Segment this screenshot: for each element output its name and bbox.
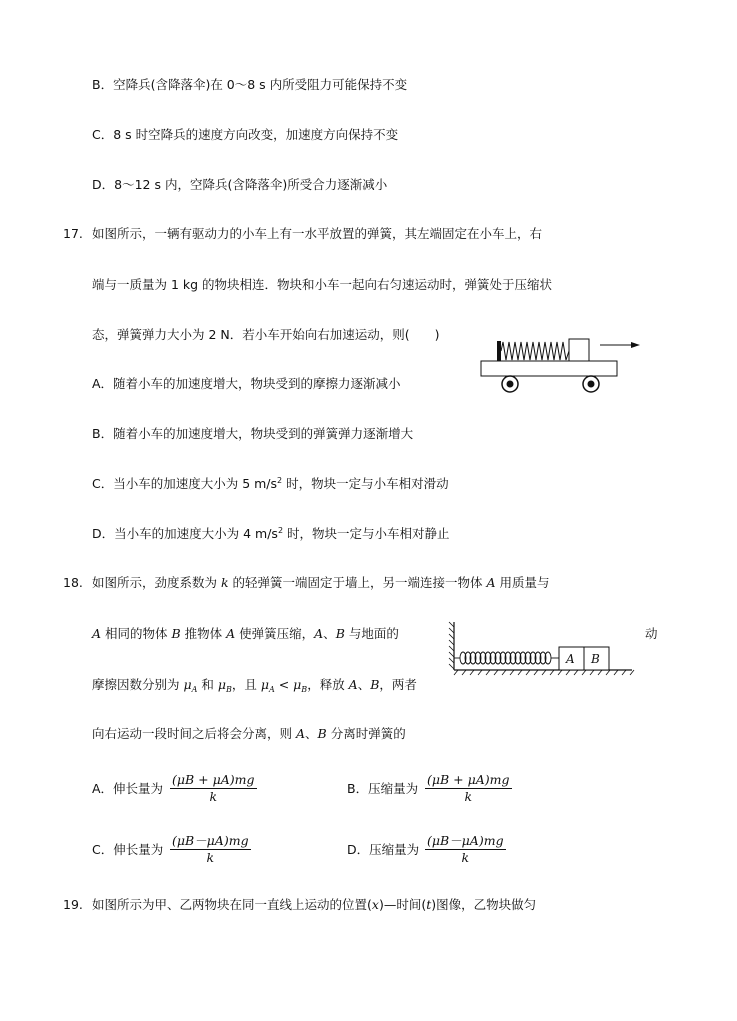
q19-number: 19. <box>63 897 83 912</box>
q17-stem-line1: 如图所示，一辆有驱动力的小车上有一水平放置的弹簧，其左端固定在小车上，右 <box>92 226 543 241</box>
q18-number: 18. <box>63 575 83 590</box>
q17-cart-figure <box>478 332 648 398</box>
q18-stem-line1: 如图所示，劲度系数为 k 的轻弹簧一端固定于墙上，另一端连接一物体 A 用质量与 <box>92 575 550 590</box>
cart-wall <box>497 341 501 361</box>
q16-option-c: C．8 s 时空降兵的速度方向改变，加速度方向保持不变 <box>92 127 399 142</box>
cart-body <box>481 361 617 376</box>
q17-option-a: A．随着小车的加速度增大，物块受到的摩擦力逐渐减小 <box>92 376 401 391</box>
block-b-label: B <box>591 652 600 666</box>
q17-option-b: B．随着小车的加速度增大，物块受到的弹簧弹力逐渐增大 <box>92 426 414 441</box>
q18-stem-line3: 摩擦因数分别为 $\mu_A$ 和 $\mu_B$，且 $\mu_A < \mu_B$，释放 A、B，两者 <box>92 677 417 694</box>
q18-option-b-formula: $\frac{(\mu B + \mu A)mg}{k}$ <box>427 772 510 804</box>
block <box>569 339 589 361</box>
q18-option-b-label: B．压缩量为 <box>347 781 419 796</box>
q18-option-c-label: C．伸长量为 <box>92 842 164 857</box>
q18-spring-figure <box>446 620 636 680</box>
q18-stem-line2-tail: 动 <box>645 626 658 641</box>
ground-hatching <box>454 670 634 675</box>
q18-stem-line4: 向右运动一段时间之后将会分离，则 A、B 分离时弹簧的 <box>92 726 406 741</box>
q17-stem-line3: 态，弹簧弹力大小为 2 N．若小车开始向右加速运动，则( ) <box>92 327 440 342</box>
left-wheel <box>502 376 518 392</box>
wall-hatching <box>449 622 454 669</box>
q17-number: 17. <box>63 226 83 241</box>
q18-option-a-formula: $\frac{(\mu B + \mu A)mg}{k}$ <box>172 772 255 804</box>
q18-option-d-label: D．压缩量为 <box>347 842 420 857</box>
q19-stem-line1: 如图所示为甲、乙两物块在同一直线上运动的位置(x)—时间(t)图像，乙物块做匀 <box>92 897 537 912</box>
right-wheel <box>583 376 599 392</box>
q17-stem-line2: 端与一质量为 1 kg 的物块相连．物块和小车一起向右匀速运动时，弹簧处于压缩状 <box>92 277 553 292</box>
q18-stem-line2: A 相同的物体 B 推物体 A 使弹簧压缩，A、B 与地面的 <box>92 626 399 641</box>
q18-option-a-label: A．伸长量为 <box>92 781 164 796</box>
q16-option-b: B．空降兵(含降落伞)在 0～8 s 内所受阻力可能保持不变 <box>92 77 408 92</box>
q17-option-c: C．当小车的加速度大小为 5 $m/s^2$ 时，物块一定与小车相对滑动 <box>92 476 449 491</box>
q18-option-d-formula: $\frac{(\mu B-\mu A)mg}{k}$ <box>427 833 504 865</box>
block-a-label: A <box>566 652 575 666</box>
q17-option-d: D．当小车的加速度大小为 4 $m/s^2$ 时，物块一定与小车相对静止 <box>92 526 450 541</box>
q16-option-d: D．8～12 s 内，空降兵(含降落伞)所受合力逐渐减小 <box>92 177 388 192</box>
coil-spring <box>454 652 559 664</box>
spring <box>501 342 569 360</box>
q18-option-c-formula: $\frac{(\mu B-\mu A)mg}{k}$ <box>172 833 249 865</box>
